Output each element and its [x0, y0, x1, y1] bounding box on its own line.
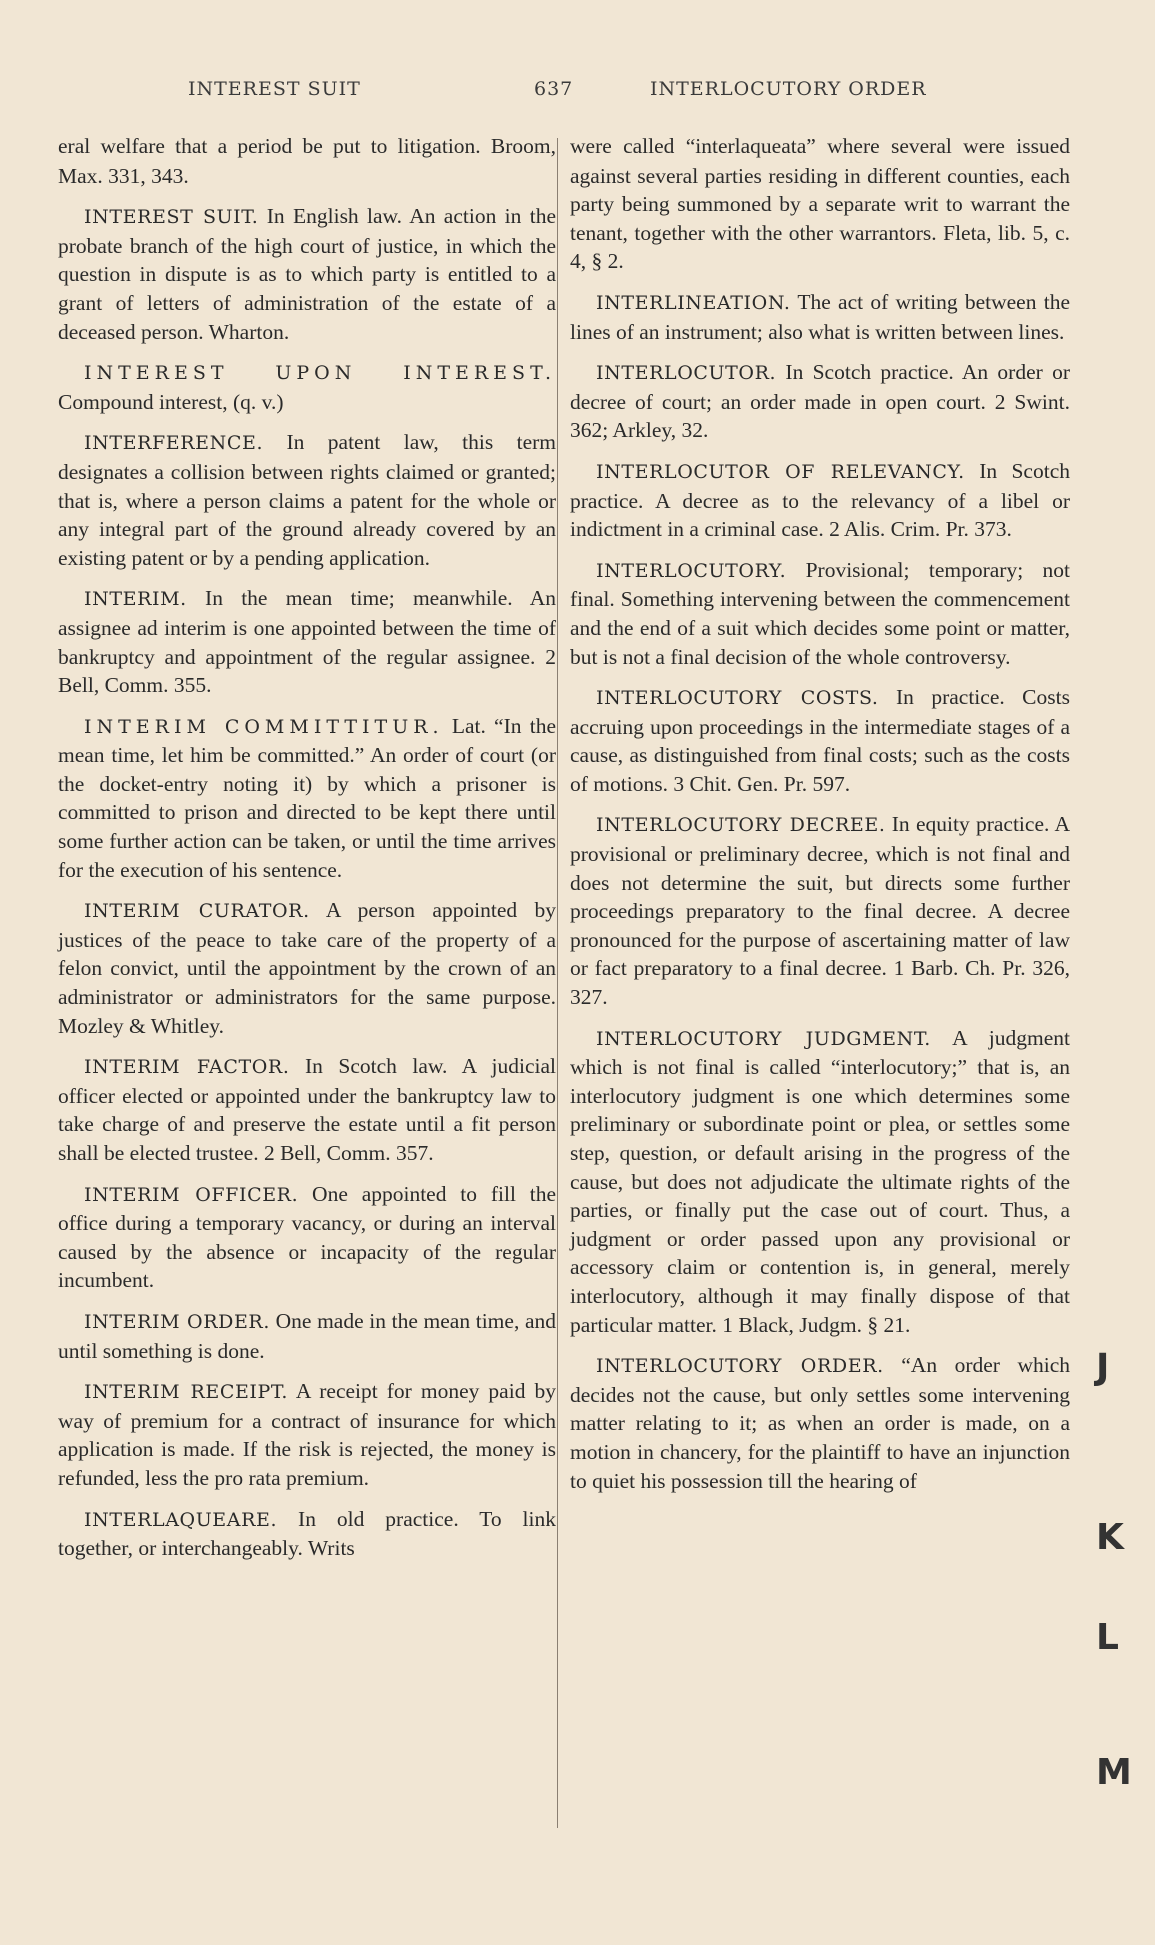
entry: INTERFERENCE. In patent law, this term designates a collision between rights claimed or granted; that is, where a person claims a patent for the whole or any integral part of the ground already covered by an existing patent or by a pending application.	[58, 430, 556, 570]
entry: INTERIM ORDER. One made in the mean time, and until something is done.	[58, 1308, 556, 1363]
entry: INTERIM COMMITTITUR. Lat. “In the mean time, let him be committed.” An order of court (or the docket-entry noting it) by which a prisoner is committed to prison and directed to be kept there until some further action can be taken, or until the time arrives for the execution of his sentence.	[58, 713, 556, 882]
entry: INTERIM CURATOR. A person appointed by justices of the peace to take care of the property of a felon convict, until the appointment by the crown of an administrator or administrators for the same purpose. Mozley & Whitley.	[58, 898, 556, 1038]
left-column	[58, 132, 556, 1575]
entry: INTERLOCUTORY DECREE. In equity practice. A provisional or preliminary decree, which is not final and does not determine the suit, but directs some further proceedings preparatory to the final decree. A decree pronounced for the purpose of ascertaining matter of law or fact preparatory to a final decree. 1 Barb. Ch. Pr. 326, 327.	[570, 812, 1070, 1010]
entry: INTERIM. In the mean time; meanwhile. An assignee ad interim is one appointed between the time of bankruptcy and appointment of the regular assignee. 2 Bell, Comm. 355.	[58, 586, 556, 698]
thumb-tab-k: K	[1096, 1517, 1124, 1558]
entry: INTERIM RECEIPT. A receipt for money paid by way of premium for a contract of insurance for which application is made. If the risk is rejected, the money is refunded, less the pro rata premium.	[58, 1379, 556, 1490]
running-header	[0, 78, 1155, 108]
entry: INTERLOCUTOR. In Scotch practice. An order or decree of court; an order made in open court. 2 Swint. 362; Arkley, 32.	[570, 360, 1070, 443]
entry: INTERLINEATION. The act of writing between the lines of an instrument; also what is written between lines.	[570, 289, 1070, 344]
column-divider	[557, 138, 558, 1828]
entry: INTERLOCUTORY JUDGMENT. A judgment which is not final is called “interlocutory;” that is, an interlocutory judgment is one which determines some preliminary or subordinate point or plea, or settles some step, question, or default arising in the progress of the cause, but does not adjudicate the ultimate rights of the parties, or finally put the case out of court. Thus, a judgment or order passed upon any provisional or accessory claim or contention is, in general, merely interlocutory, although it may finally dispose of that particular matter. 1 Black, Judgm. § 21.	[570, 1025, 1070, 1337]
header-right-guideword: INTERLOCUTORY ORDER	[650, 78, 927, 100]
entry: INTERLAQUEARE. In old practice. To link together, or interchangeably. Writs	[58, 1506, 556, 1561]
entry: INTEREST SUIT. In English law. An action in the probate branch of the high court of justice, in which the question in dispute is as to which party is entitled to a grant of letters of administration of the estate of a deceased person. Wharton.	[58, 204, 556, 344]
thumb-tab-m: M	[1096, 1752, 1132, 1793]
entry: were called “interlaqueata” where several were issued against several parties residing in different counties, each party being summoned by a separate writ to warrant the tenant, together with the other warrantors. Fleta, lib. 5, c. 4, § 2.	[570, 134, 1070, 274]
page-number: 637	[534, 78, 574, 100]
right-column	[570, 132, 1070, 1507]
thumb-tab-j: J	[1096, 1347, 1110, 1388]
entry: INTERLOCUTOR OF RELEVANCY. In Scotch practice. A decree as to the relevancy of a libel or indictment in a criminal case. 2 Alis. Crim. Pr. 373.	[570, 458, 1070, 542]
entry: eral welfare that a period be put to litigation. Broom, Max. 331, 343.	[58, 134, 556, 188]
entry: INTERIM OFFICER. One appointed to fill the office during a temporary vacancy, or during an interval caused by the absence or incapacity of the regular incumbent.	[58, 1181, 557, 1293]
header-left-guideword: INTEREST SUIT	[188, 78, 361, 100]
thumb-tab-l: L	[1096, 1617, 1119, 1658]
entry: INTERLOCUTORY. Provisional; temporary; not final. Something intervening between the commencement and the end of a suit which decides some point or matter, but is not a final decision of the whole controversy.	[570, 557, 1070, 669]
entry: INTERLOCUTORY ORDER. “An order which decides not the cause, but only settles some intervening matter relating to it; as when an order is made, on a motion in chancery, for the plaintiff to have an injunction to quiet his possession till the hearing of	[570, 1353, 1070, 1493]
entry: INTERIM FACTOR. In Scotch law. A judicial officer elected or appointed under the bankruptcy law to take charge of and preserve the estate until a fit person shall be elected trustee. 2 Bell, Comm. 357.	[58, 1054, 556, 1165]
entry: INTEREST UPON INTEREST. Compound interest, (q. v.)	[58, 362, 556, 414]
entry: INTERLOCUTORY COSTS. In practice. Costs accruing upon proceedings in the intermediate stages of a cause, as distinguished from final costs; such as the costs of motions. 3 Chit. Gen. Pr. 597.	[570, 685, 1070, 796]
